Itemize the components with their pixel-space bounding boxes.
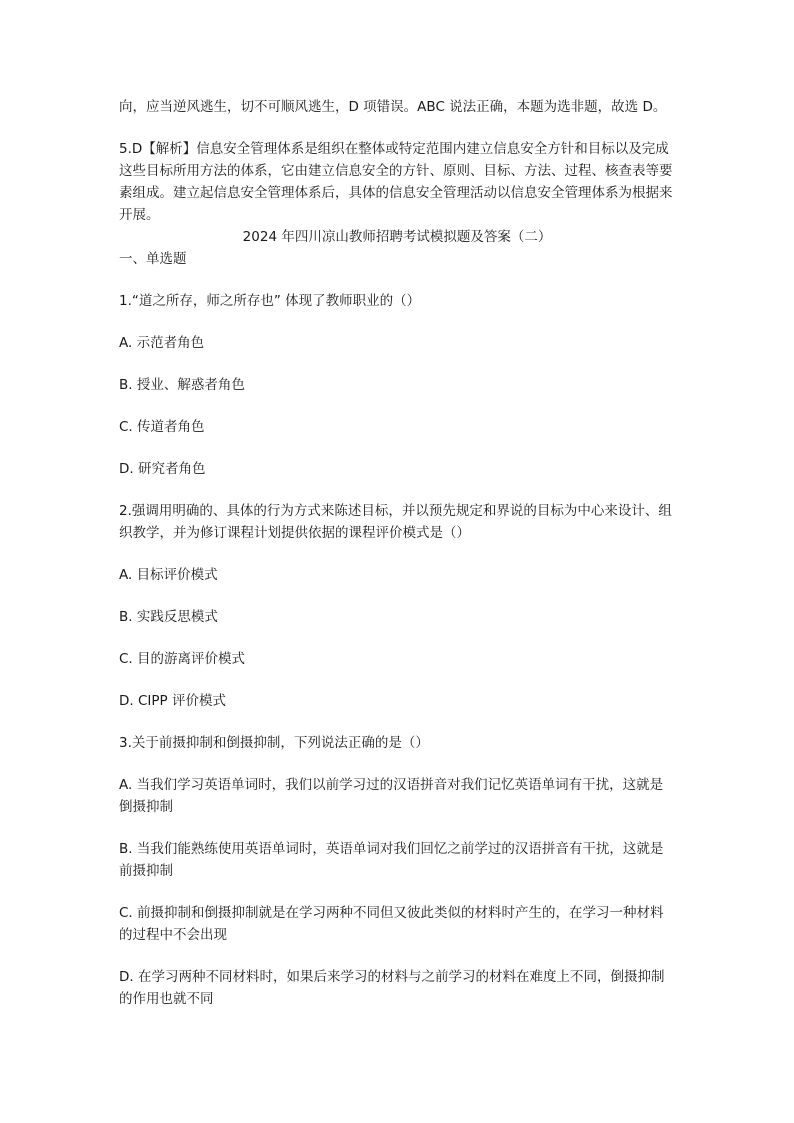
question-2-option-d: D. CIPP 评价模式: [119, 693, 226, 709]
section-heading: 一、单选题: [119, 251, 187, 267]
document-title: 2024 年四川凉山教师招聘考试模拟题及答案（二）: [242, 229, 552, 245]
question-2-option-c: C. 目的游离评价模式: [119, 651, 246, 667]
question-2-option-a: A. 目标评价模式: [119, 567, 218, 583]
document-body: [119, 96, 675, 1010]
question-3-option-c: C. 前摄抑制和倒摄抑制就是在学习两种不同但又彼此类似的材料时产生的，在学习一种材料的过程中不会出现: [119, 905, 664, 943]
question-1-stem: 1.“道之所存，师之所存也” 体现了教师职业的（）: [119, 293, 421, 309]
question-3-option-a: A. 当我们学习英语单词时，我们以前学习过的汉语拼音对我们记忆英语单词有干扰，这就是倒摄抑制: [119, 777, 664, 815]
question-3-stem: 3.关于前摄抑制和倒摄抑制，下列说法正确的是（）: [119, 735, 429, 751]
question-2-stem: 2.强调用明确的、具体的行为方式来陈述目标，并以预先规定和界说的目标为中心来设计、组织教学，并为修订课程计划提供依据的课程评价模式是（）: [119, 503, 672, 541]
q5-explanation: 5.D【解析】信息安全管理体系是组织在整体或特定范围内建立信息安全方针和目标以及完成这些目标所用方法的体系，它由建立信息安全的方针、原则、目标、方法、过程、核查表等要素组成。建立起信息安全管理体系后，具体的信息安全管理活动以信息安全管理体系为根据来开展。: [119, 141, 673, 223]
question-1-option-c: C. 传道者角色: [119, 419, 205, 435]
question-1-option-b: B. 授业、解惑者角色: [119, 377, 245, 393]
question-3-option-b: B. 当我们能熟练使用英语单词时，英语单词对我们回忆之前学过的汉语拼音有干扰，这就是前摄抑制: [119, 841, 664, 879]
question-2-option-b: B. 实践反思模式: [119, 609, 218, 625]
question-1-option-a: A. 示范者角色: [119, 335, 205, 351]
prev-explanation-tail: 向，应当逆风逃生，切不可顺风逃生，D 项错误。ABC 说法正确，本题为选非题，故选 D。: [119, 99, 667, 115]
question-1-option-d: D. 研究者角色: [119, 461, 206, 477]
question-3-option-d: D. 在学习两种不同材料时，如果后来学习的材料与之前学习的材料在难度上不同，倒摄抑制的作用也就不同: [119, 969, 665, 1007]
